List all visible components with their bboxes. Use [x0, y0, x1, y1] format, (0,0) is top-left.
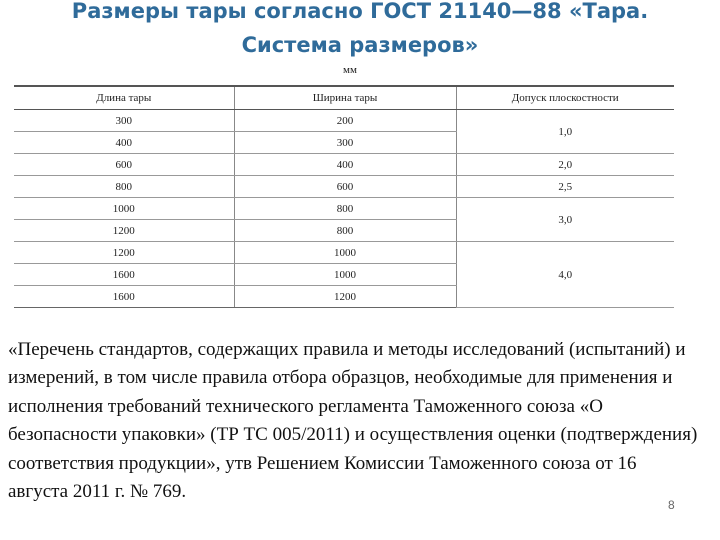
- header-length: Длина тары: [14, 86, 234, 110]
- table-row: [14, 176, 674, 198]
- cell-tolerance: 1,0: [456, 110, 674, 154]
- cell-width: 400: [234, 154, 456, 176]
- cell-width: 300: [234, 132, 456, 154]
- cell-length: 1200: [14, 220, 234, 242]
- table-unit-label: мм: [343, 64, 357, 76]
- cell-tolerance: 3,0: [456, 198, 674, 242]
- page-number: 8: [668, 498, 675, 512]
- cell-length: 1600: [14, 264, 234, 286]
- table-header-row: [14, 86, 674, 110]
- dimensions-table: [14, 85, 674, 308]
- cell-width: 1200: [234, 286, 456, 308]
- header-width: Ширина тары: [234, 86, 456, 110]
- cell-length: 600: [14, 154, 234, 176]
- standards-quote: «Перечень стандартов, содержащих правила и методы исследований (испытаний) и измерений, в том числе правила отбора образцов, необходимые для применения и исполнения требований технического регламента Таможенного союза «О безопасности упаковки» (ТР ТС 005/2011) и осуществления оценки (подтверждения) соответствия продукции», утв Решением Комиссии Таможенного союза от 16 августа 2011 г. № 769.: [8, 339, 698, 503]
- cell-length: 300: [14, 110, 234, 132]
- cell-width: 1000: [234, 264, 456, 286]
- cell-width: 200: [234, 110, 456, 132]
- cell-length: 400: [14, 132, 234, 154]
- cell-width: 600: [234, 176, 456, 198]
- cell-tolerance: 2,0: [456, 154, 674, 176]
- table-row: [14, 110, 674, 132]
- cell-width: 800: [234, 220, 456, 242]
- cell-length: 1000: [14, 198, 234, 220]
- table-row: [14, 242, 674, 264]
- cell-tolerance: 2,5: [456, 176, 674, 198]
- table-row: [14, 154, 674, 176]
- cell-length: 1200: [14, 242, 234, 264]
- table-row: [14, 198, 674, 220]
- cell-length: 800: [14, 176, 234, 198]
- cell-width: 800: [234, 198, 456, 220]
- cell-tolerance: 4,0: [456, 242, 674, 308]
- slide-title-line1: Размеры тары согласно ГОСТ 21140—88 «Тара.: [71, 0, 649, 23]
- cell-length: 1600: [14, 286, 234, 308]
- cell-width: 1000: [234, 242, 456, 264]
- header-tolerance: Допуск плоскостности: [456, 86, 674, 110]
- slide-title: [0, 0, 720, 62]
- slide-title-line2: Система размеров»: [241, 33, 479, 57]
